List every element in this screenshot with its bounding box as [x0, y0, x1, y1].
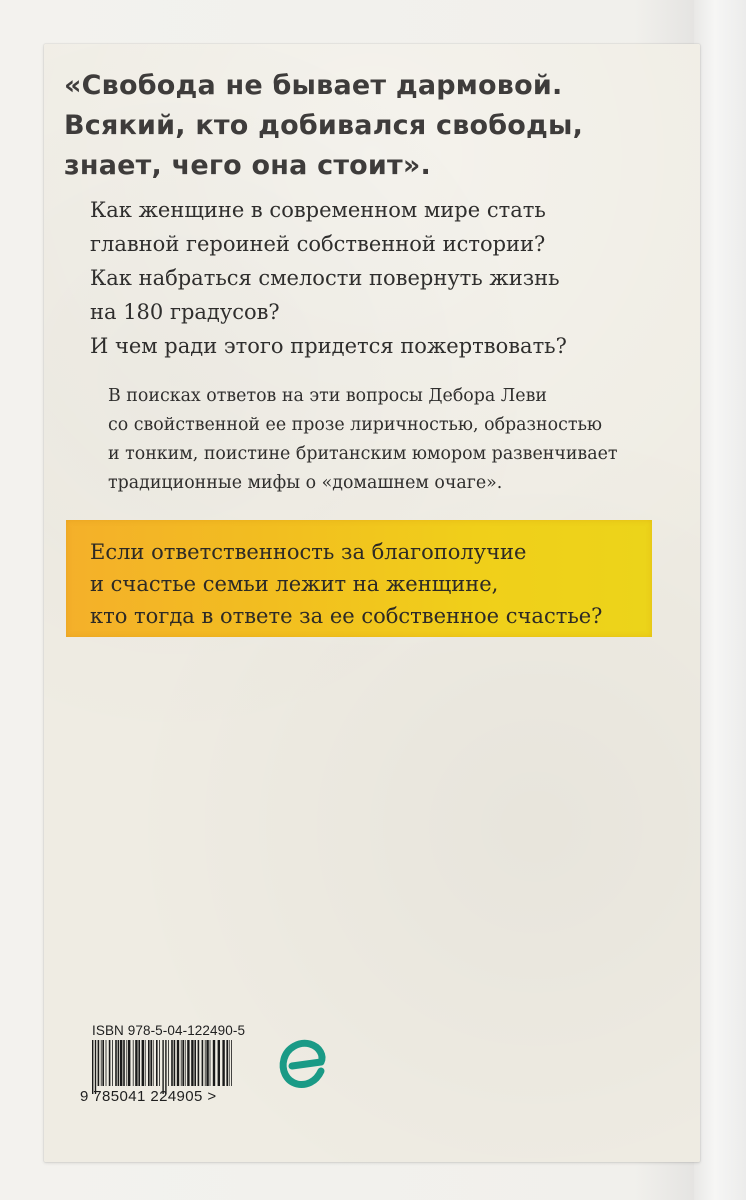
question-line: И чем ради этого придется пожертвовать?	[90, 334, 567, 358]
barcode-bar	[145, 1040, 146, 1086]
barcode-bar	[206, 1040, 208, 1086]
barcode-bar	[210, 1040, 211, 1086]
barcode-bar	[202, 1040, 204, 1086]
barcode-bar	[150, 1040, 152, 1086]
barcode-guard-bar	[95, 1040, 96, 1094]
barcode-bar	[205, 1040, 206, 1086]
description-line: со свойственной ее прозе лиричностью, образностью	[108, 415, 603, 435]
barcode-bar	[142, 1040, 144, 1086]
barcode-bar	[101, 1040, 102, 1086]
barcode-bar	[109, 1040, 111, 1086]
description-line: В поисках ответов на эти вопросы Дебора Леви	[108, 386, 547, 406]
barcode-bar	[156, 1040, 158, 1086]
barcode-bar	[171, 1040, 173, 1086]
barcode-bar	[118, 1040, 120, 1086]
quote-line: знает, чего она стоит».	[64, 150, 431, 181]
barcode-bar	[138, 1040, 140, 1086]
eksmo-logo-icon	[276, 1034, 330, 1092]
barcode-bar	[133, 1040, 134, 1086]
barcode	[92, 1040, 240, 1094]
barcode-bar	[98, 1040, 100, 1086]
barcode-bar	[120, 1040, 122, 1086]
isbn-label: ISBN 978-5-04-122490-5	[92, 1023, 246, 1038]
cover-questions	[90, 193, 690, 363]
barcode-bar	[194, 1040, 196, 1086]
highlight-line: и счастье семьи лежит на женщине,	[90, 572, 499, 596]
barcode-bar	[123, 1040, 125, 1086]
quote-line: «Свобода не бывает дармовой.	[64, 70, 563, 101]
barcode-bar	[174, 1040, 176, 1086]
barcode-bar	[181, 1040, 182, 1086]
question-line: Как набраться смелости повернуть жизнь	[90, 266, 560, 290]
description-line: традиционные мифы о «домашнем очаге».	[108, 473, 503, 493]
barcode-bar	[153, 1040, 154, 1086]
barcode-bar	[198, 1040, 200, 1086]
barcode-bar	[218, 1040, 220, 1086]
barcode-bar	[159, 1040, 160, 1086]
barcode-bar	[102, 1040, 104, 1086]
cover-description	[108, 382, 688, 498]
description-line: и тонким, поистине британским юмором развенчивает	[108, 444, 618, 464]
barcode-bar	[106, 1040, 107, 1086]
barcode-bar	[177, 1040, 179, 1086]
barcode-guard-bar	[165, 1040, 166, 1094]
barcode-bar	[126, 1040, 127, 1086]
barcode-bar	[222, 1040, 224, 1086]
cover-quote	[64, 66, 684, 186]
question-line: главной героиней собственной истории?	[90, 232, 546, 256]
barcode-bar	[191, 1040, 193, 1086]
barcode-digits: 9 785041 224905 >	[80, 1088, 217, 1105]
barcode-bar	[168, 1040, 169, 1086]
barcode-bar	[187, 1040, 189, 1086]
barcode-bar	[229, 1040, 230, 1086]
barcode-bar	[148, 1040, 150, 1086]
barcode-bar	[182, 1040, 184, 1086]
highlight-text	[90, 536, 650, 632]
barcode-guard-bar	[162, 1040, 163, 1094]
question-line: Как женщине в современном мире стать	[90, 198, 546, 222]
barcode-bar	[226, 1040, 228, 1086]
barcode-bar	[231, 1040, 232, 1086]
question-line: на 180 градусов?	[90, 300, 280, 324]
page-edge-strip	[694, 0, 746, 1200]
barcode-bar	[112, 1040, 113, 1086]
barcode-bar	[135, 1040, 137, 1086]
barcode-bar	[128, 1040, 130, 1086]
barcode-bar	[213, 1040, 215, 1086]
quote-line: Всякий, кто добивался свободы,	[64, 110, 584, 141]
barcode-bar	[115, 1040, 117, 1086]
highlight-line: кто тогда в ответе за ее собственное счастье?	[90, 604, 603, 628]
barcode-guard-bar	[92, 1040, 93, 1094]
highlight-line: Если ответственность за благополучие	[90, 540, 527, 564]
barcode-bar	[185, 1040, 186, 1086]
